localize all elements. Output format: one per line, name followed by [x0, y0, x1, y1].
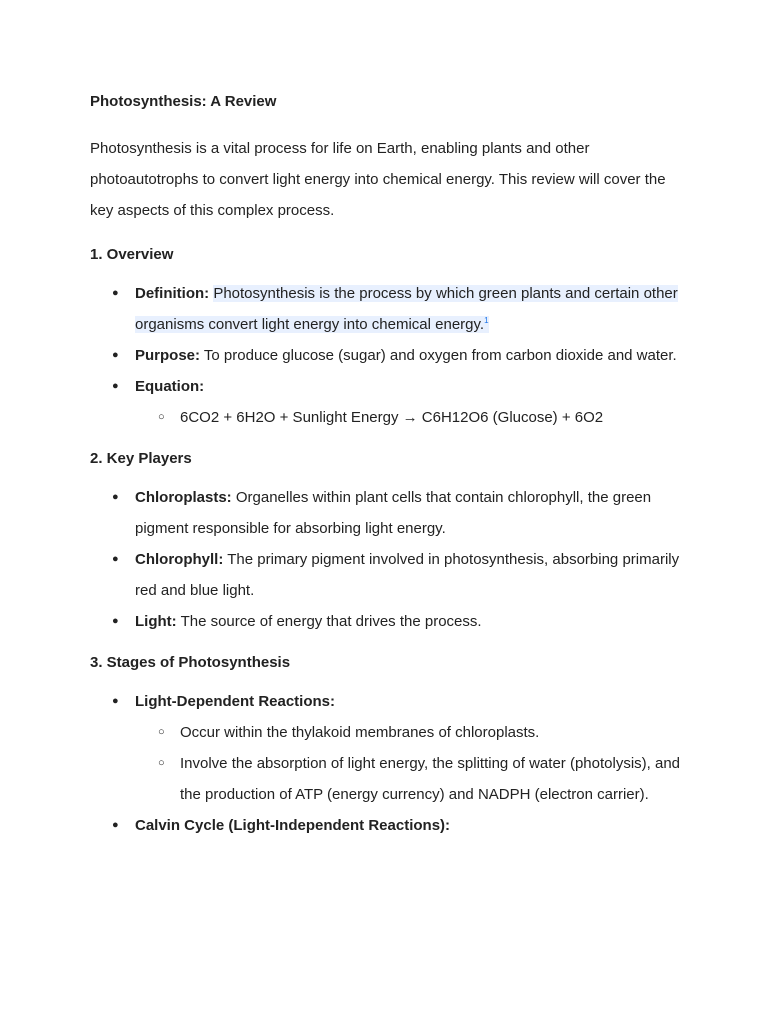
overview-list: [90, 278, 680, 433]
term-light-dependent-reactions: Light-Dependent Reactions:: [135, 693, 336, 710]
document-page: [90, 88, 680, 853]
chlorophyll-text: The primary pigment involved in photosynthesis, absorbing primarily red and blue light.: [135, 551, 680, 599]
list-item: [90, 340, 680, 371]
section-heading-key-players: 2. Key Players: [90, 450, 192, 467]
stages-list: [90, 686, 680, 841]
chloroplasts-text: Organelles within plant cells that contain chlorophyll, the green pigment responsible for absorbing light energy.: [135, 489, 652, 537]
sub-list-item: ○ 6CO2 + 6H2O + Sunlight Energy → C6H12O6 (Glucose) + 6O2: [135, 402, 680, 433]
list-item: [90, 544, 680, 606]
term-purpose: Purpose:: [135, 347, 201, 364]
list-item: [90, 278, 680, 340]
section-heading-stages: 3. Stages of Photosynthesis: [90, 654, 291, 671]
sub-list-item: ○ Occur within the thylakoid membranes of chloroplasts.: [135, 717, 680, 748]
definition-text: Photosynthesis is the process by which green plants and certain other organisms convert light energy into chemical energy.: [135, 285, 678, 333]
term-calvin-cycle: Calvin Cycle (Light-Independent Reactions):: [135, 817, 451, 834]
light-text: The source of energy that drives the process.: [180, 613, 482, 630]
key-players-list: [90, 482, 680, 637]
list-item: [90, 810, 680, 841]
light-dependent-sublist: [135, 717, 680, 810]
purpose-text: To produce glucose (sugar) and oxygen from carbon dioxide and water.: [203, 347, 677, 364]
term-chloroplasts: Chloroplasts:: [135, 489, 232, 506]
equation-sublist: [135, 402, 680, 433]
intro-paragraph: Photosynthesis is a vital process for life on Earth, enabling plants and other photoautotrophs to convert light energy into chemical energy. This review will cover the key aspects of this complex process.: [90, 140, 666, 219]
footnote-marker[interactable]: 1: [484, 316, 489, 325]
list-item: [90, 686, 680, 810]
document-title: Photosynthesis: A Review: [90, 93, 277, 110]
list-item: [90, 371, 680, 433]
highlighted-definition-text[interactable]: [135, 285, 678, 333]
list-item: [90, 482, 680, 544]
list-item: [90, 606, 680, 637]
section-heading-overview: 1. Overview: [90, 246, 174, 263]
sub-list-item: ○ Involve the absorption of light energy, the splitting of water (photolysis), and the production of ATP (energy currency) and NADPH (electron carrier).: [135, 748, 680, 810]
term-equation: Equation:: [135, 378, 205, 395]
term-chlorophyll: Chlorophyll:: [135, 551, 224, 568]
term-light: Light:: [135, 613, 177, 630]
term-definition: Definition:: [135, 285, 210, 302]
